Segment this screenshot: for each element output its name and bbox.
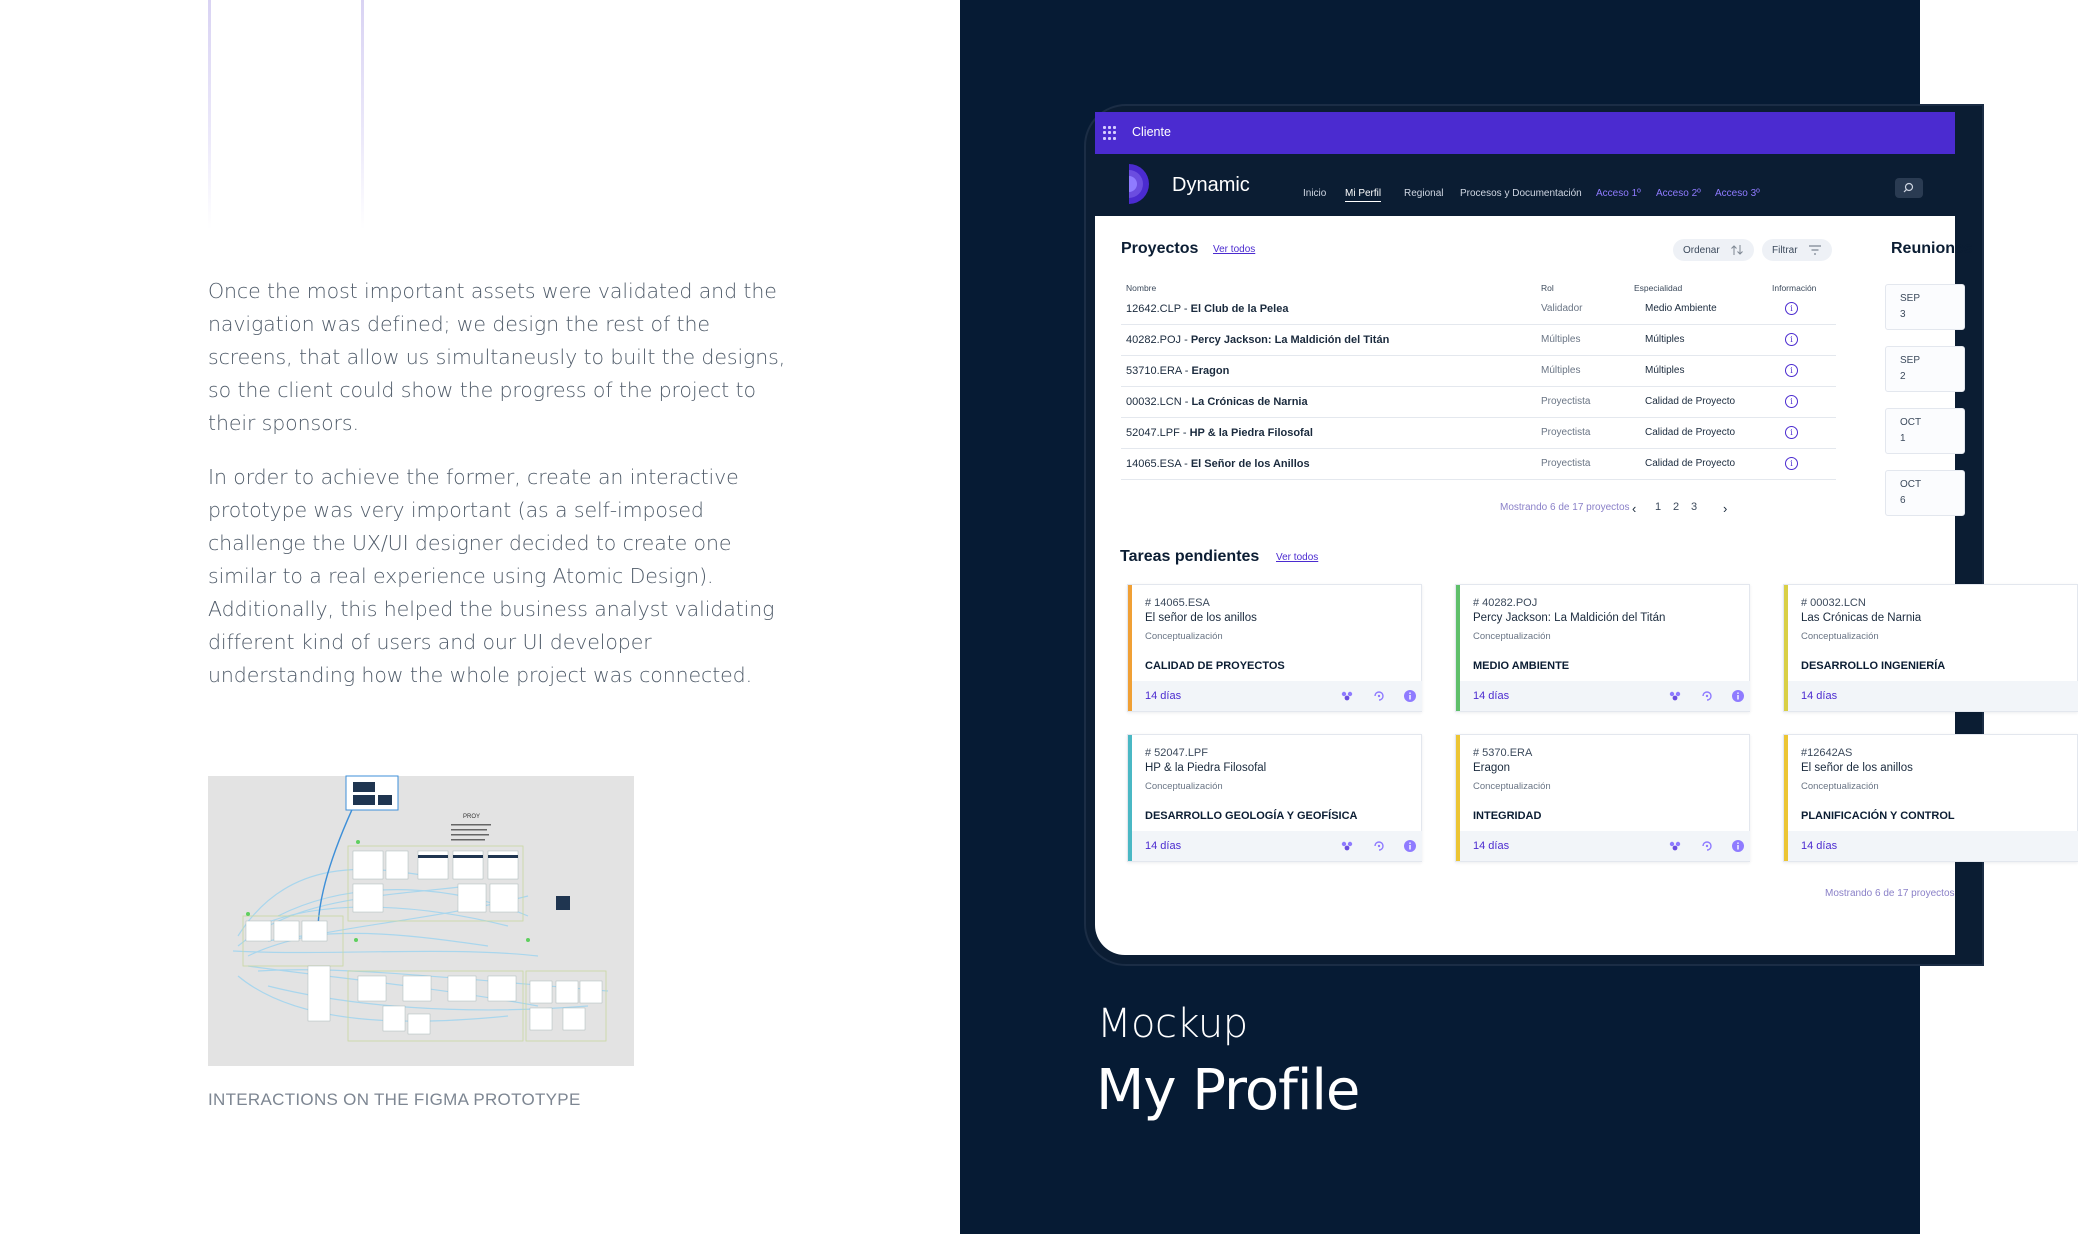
task-phase: Conceptualización (1801, 781, 1879, 792)
task-name: Percy Jackson: La Maldición del Titán (1473, 612, 1666, 624)
figma-prototype-image (208, 776, 634, 1066)
task-phase: Conceptualización (1145, 631, 1223, 642)
task-area: DESARROLLO GEOLOGÍA Y GEOFÍSICA (1145, 810, 1358, 822)
meeting-card[interactable] (1885, 346, 1965, 392)
page-2[interactable]: 2 (1673, 501, 1680, 513)
table-row[interactable] (1121, 449, 1836, 480)
project-role: Proyectista (1541, 427, 1591, 438)
tasks-title: Tareas pendientes (1120, 548, 1260, 565)
project-name: 00032.LCN - La Crónicas de Narnia (1126, 396, 1308, 408)
table-row[interactable] (1121, 325, 1836, 356)
info-icon[interactable]: i (1785, 395, 1798, 408)
task-code: # 00032.LCN (1801, 597, 1866, 609)
table-row[interactable] (1121, 356, 1836, 387)
team-icon[interactable] (1340, 689, 1354, 703)
task-card[interactable] (1455, 584, 1750, 712)
task-area: CALIDAD DE PROYECTOS (1145, 660, 1285, 672)
table-row[interactable] (1121, 418, 1836, 449)
task-days: 14 días (1473, 690, 1510, 702)
topbar-title: Cliente (1132, 125, 1171, 139)
project-specialty: Múltiples (1645, 334, 1685, 345)
team-icon[interactable] (1668, 689, 1682, 703)
col-header-specialty: Especialidad (1634, 283, 1683, 293)
history-icon[interactable] (1372, 839, 1386, 853)
table-row[interactable] (1121, 294, 1836, 325)
info-icon[interactable] (1731, 689, 1745, 703)
filter-icon (1808, 244, 1822, 256)
mockup-label: Mockup (1097, 1001, 1248, 1047)
project-role: Validador (1541, 303, 1583, 314)
info-icon[interactable]: i (1785, 333, 1798, 346)
search-button[interactable] (1895, 178, 1923, 198)
task-days: 14 días (1801, 840, 1838, 852)
info-icon[interactable] (1403, 839, 1417, 853)
task-days: 14 días (1473, 840, 1510, 852)
info-icon[interactable] (1403, 689, 1417, 703)
project-specialty: Calidad de Proyecto (1645, 458, 1736, 469)
mockup-title: My Profile (1096, 1058, 1360, 1123)
info-icon[interactable]: i (1785, 457, 1798, 470)
project-specialty: Calidad de Proyecto (1645, 396, 1736, 407)
nav-regional[interactable]: Regional (1404, 188, 1444, 199)
info-icon[interactable]: i (1785, 364, 1798, 377)
nav-mi-perfil[interactable]: Mi Perfil (1345, 188, 1381, 202)
task-area: DESARROLLO INGENIERÍA (1801, 660, 1946, 672)
sort-button[interactable] (1673, 239, 1754, 261)
task-card[interactable] (1127, 734, 1422, 862)
task-code: # 40282.POJ (1473, 597, 1538, 609)
task-days: 14 días (1145, 690, 1182, 702)
meeting-month: OCT (1900, 479, 1922, 490)
nav-procesos[interactable]: Procesos y Documentación (1460, 188, 1582, 199)
history-icon[interactable] (1372, 689, 1386, 703)
project-role: Múltiples (1541, 334, 1581, 345)
meeting-day: 6 (1900, 495, 1906, 506)
nav-acceso-1[interactable]: Acceso 1º (1596, 188, 1641, 199)
task-phase: Conceptualización (1473, 631, 1551, 642)
history-icon[interactable] (1700, 689, 1714, 703)
svg-text:PROY: PROY (463, 814, 481, 820)
tasks-pager-text: Mostrando 6 de 17 proyectos (1825, 888, 1955, 899)
page-3[interactable]: 3 (1691, 501, 1698, 513)
meeting-card[interactable] (1885, 284, 1965, 330)
task-code: # 52047.LPF (1145, 747, 1208, 759)
task-name: El señor de los anillos (1801, 762, 1913, 774)
task-footer (1788, 681, 2078, 711)
project-role: Proyectista (1541, 458, 1591, 469)
paragraph-intro: Once the most important assets were validated and the navigation was defined; we design the rest of the screens, that allow us simultaneusly to built the designs, so the client could show the progress of the project to their sponsors. (208, 279, 786, 435)
sort-icon (1730, 244, 1744, 256)
project-name: 40282.POJ - Percy Jackson: La Maldición del Titán (1126, 334, 1390, 346)
task-card[interactable] (1783, 734, 2078, 862)
task-phase: Conceptualización (1145, 781, 1223, 792)
meetings-title: Reuniones (1891, 240, 1973, 257)
meeting-day: 3 (1900, 309, 1906, 320)
task-area: INTEGRIDAD (1473, 810, 1542, 822)
task-phase: Conceptualización (1801, 631, 1879, 642)
meeting-month: OCT (1900, 417, 1922, 428)
nav-acceso-3[interactable]: Acceso 3º (1715, 188, 1760, 199)
task-days: 14 días (1801, 690, 1838, 702)
tasks-see-all-link[interactable]: Ver todos (1276, 552, 1319, 563)
app-topbar (1095, 112, 1955, 154)
team-icon[interactable] (1668, 839, 1682, 853)
projects-title: Proyectos (1121, 240, 1199, 257)
project-role: Múltiples (1541, 365, 1581, 376)
info-icon[interactable]: i (1785, 426, 1798, 439)
project-name: 52047.LPF - HP & la Piedra Filosofal (1126, 427, 1313, 439)
task-footer (1460, 681, 1750, 711)
sort-label: Ordenar (1683, 244, 1720, 256)
meeting-card[interactable] (1885, 408, 1965, 454)
task-code: # 5370.ERA (1473, 747, 1533, 759)
task-area: MEDIO AMBIENTE (1473, 660, 1570, 672)
meeting-month: SEP (1900, 355, 1921, 366)
task-card[interactable] (1455, 734, 1750, 862)
task-name: El señor de los anillos (1145, 612, 1257, 624)
history-icon[interactable] (1700, 839, 1714, 853)
filter-label: Filtrar (1772, 244, 1798, 256)
filter-button[interactable] (1762, 239, 1832, 261)
task-card[interactable] (1127, 584, 1422, 712)
figma-caption: INTERACTIONS ON THE FIGMA PROTOTYPE (208, 1090, 581, 1109)
next-page-icon[interactable]: › (1723, 501, 1728, 516)
projects-see-all-link[interactable]: Ver todos (1213, 244, 1256, 255)
dynamic-logo-icon (1127, 162, 1153, 206)
app-launcher-icon[interactable] (1103, 126, 1117, 140)
brand-name: Dynamic (1172, 174, 1250, 196)
project-name: 53710.ERA - Eragon (1126, 365, 1230, 377)
col-header-info: Información (1772, 283, 1817, 293)
task-card[interactable] (1783, 584, 2078, 712)
project-role: Proyectista (1541, 396, 1591, 407)
project-specialty: Múltiples (1645, 365, 1685, 376)
info-icon[interactable] (1731, 839, 1745, 853)
meeting-day: 2 (1900, 371, 1906, 382)
team-icon[interactable] (1340, 839, 1354, 853)
task-footer (1460, 831, 1750, 861)
task-footer (1788, 831, 2078, 861)
task-days: 14 días (1145, 840, 1182, 852)
task-area: PLANIFICACIÓN Y CONTROL (1801, 810, 1955, 822)
search-icon (1895, 178, 1923, 198)
project-name: 12642.CLP - El Club de la Pelea (1126, 303, 1289, 315)
left-column (0, 0, 960, 1234)
nav-inicio[interactable]: Inicio (1303, 188, 1327, 199)
nav-acceso-2[interactable]: Acceso 2º (1656, 188, 1701, 199)
right-column (960, 0, 1973, 1234)
paragraph-prototype: In order to achieve the former, create an interactive prototype was very important (as a self-imposed challenge the UX/UI designer decided to create one similar to a real experience using Atomic Design). Additionally, this helped the business analyst validating different kind of users and our UI developer understanding how the whole project was connected. (208, 465, 775, 687)
col-header-role: Rol (1541, 283, 1554, 293)
main-navbar (1095, 154, 1955, 216)
page-1[interactable]: 1 (1655, 501, 1662, 513)
info-icon[interactable]: i (1785, 302, 1798, 315)
decorative-line (361, 0, 364, 230)
task-name: HP & la Piedra Filosofal (1145, 762, 1267, 774)
app-screen (1095, 112, 1973, 955)
prev-page-icon[interactable]: ‹ (1632, 501, 1637, 516)
task-code: #12642AS (1801, 747, 1853, 759)
decorative-line (208, 0, 211, 230)
project-name: 14065.ESA - El Señor de los Anillos (1126, 458, 1310, 470)
task-footer (1132, 681, 1422, 711)
task-name: Las Crónicas de Narnia (1801, 612, 1922, 624)
task-phase: Conceptualización (1473, 781, 1551, 792)
meeting-month: SEP (1900, 293, 1921, 304)
meeting-day: 1 (1900, 433, 1906, 444)
task-footer (1132, 831, 1422, 861)
project-specialty: Medio Ambiente (1645, 303, 1717, 314)
meeting-card[interactable] (1885, 470, 1965, 516)
task-code: # 14065.ESA (1145, 597, 1210, 609)
task-name: Eragon (1473, 762, 1511, 774)
projects-pager-text: Mostrando 6 de 17 proyectos (1500, 502, 1630, 513)
project-specialty: Calidad de Proyecto (1645, 427, 1736, 438)
col-header-name: Nombre (1126, 283, 1157, 293)
table-row[interactable] (1121, 387, 1836, 418)
